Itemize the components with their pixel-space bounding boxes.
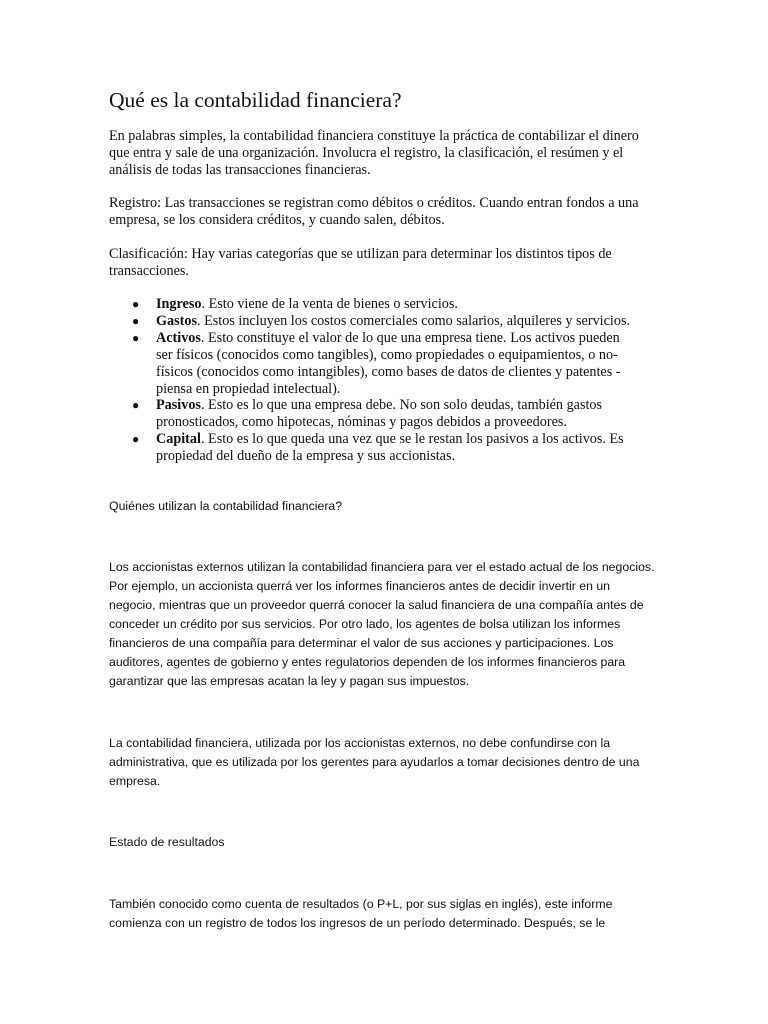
bullet-icon: ● (132, 313, 140, 328)
list-item (109, 330, 631, 398)
list-item (109, 431, 631, 465)
bullet-icon: ● (132, 330, 140, 345)
list-item-text: . Esto viene de la venta de bienes o servicios. (201, 296, 458, 312)
section-heading-estado: Estado de resultados (109, 835, 225, 849)
list-item (109, 296, 631, 313)
registro-paragraph: Registro: Las transacciones se registran como débitos o créditos. Cuando entran fondos a una empresa, se los considera créditos, y cuando salen, débitos. (109, 195, 639, 228)
administrativa-paragraph: La contabilidad financiera, utilizada por los accionistas externos, no debe confundirse con la administrativa, que es utilizada por los gerentes para ayudarlos a tomar decisiones dentro de una empresa. (109, 736, 640, 788)
list-item-term: Activos (156, 329, 201, 346)
list-item-text: . Esto es lo que una empresa debe. No son solo deudas, también gastos pronosticados, como hipotecas, nóminas y pagos debidos a proveedores. (156, 397, 603, 431)
list-item-term: Pasivos (156, 397, 201, 414)
list-item (109, 397, 631, 431)
intro-paragraph: En palabras simples, la contabilidad financiera constituye la práctica de contabilizar el dinero que entra y sale de una organización. Involucra el registro, la clasificación, el resúmen y el análisis de todas las transacciones financieras. (109, 128, 639, 178)
list-item-term: Ingreso (156, 296, 202, 312)
bullet-icon: ● (132, 398, 140, 413)
list-item-text: . Esto es lo que queda una vez que se le restan los pasivos a los activos. Es propiedad del dueño de la empresa y sus accionistas. (156, 431, 624, 465)
clasificacion-paragraph: Clasificación: Hay varias categorías que se utilizan para determinar los distintos tipos de transacciones. (109, 246, 612, 279)
list-item-term: Capital (156, 431, 201, 448)
list-item-term: Gastos (156, 312, 197, 329)
list-item (109, 313, 631, 330)
bullet-icon: ● (132, 297, 140, 311)
page-title: Qué es la contabilidad financiera? (109, 88, 402, 112)
list-item-text: . Estos incluyen los costos comerciales como salarios, alquileres y servicios. (197, 312, 631, 329)
pl-paragraph: También conocido como cuenta de resultados (o P+L, por sus siglas en inglés), este informe comienza con un registro de todos los ingresos de un período determinado. Después, se le (109, 897, 613, 930)
list-item-text: . Esto constituye el valor de lo que una empresa tiene. Los activos pueden ser físicos (conocidos como tangibles), como propiedades o equipamientos, o no-físicos (conocidos como intangibles), como bases de datos de clientes y patentes -piensa en propiedad intelectual). (156, 329, 621, 397)
section-heading-quienes: Quiénes utilizan la contabilidad financiera? (109, 499, 343, 513)
bullet-icon: ● (132, 432, 140, 447)
accionistas-paragraph: Los accionistas externos utilizan la contabilidad financiera para ver el estado actual de los negocios. Por ejemplo, un accionista querrá ver los informes financieros antes de decidir invertir en un negocio, mientras que un proveedor querrá conocer la salud financiera de una compañía antes de conceder un crédito por sus servicios. Por otro lado, los agentes de bolsa utilizan los informes financieros de una compañía para determinar el valor de sus acciones y participaciones. Los auditores, agentes de gobierno y entes regulatorios dependen de los informes financieros para garantizar que las empresas acatan la ley y pagan sus impuestos. (109, 560, 655, 688)
categories-list (109, 296, 661, 465)
